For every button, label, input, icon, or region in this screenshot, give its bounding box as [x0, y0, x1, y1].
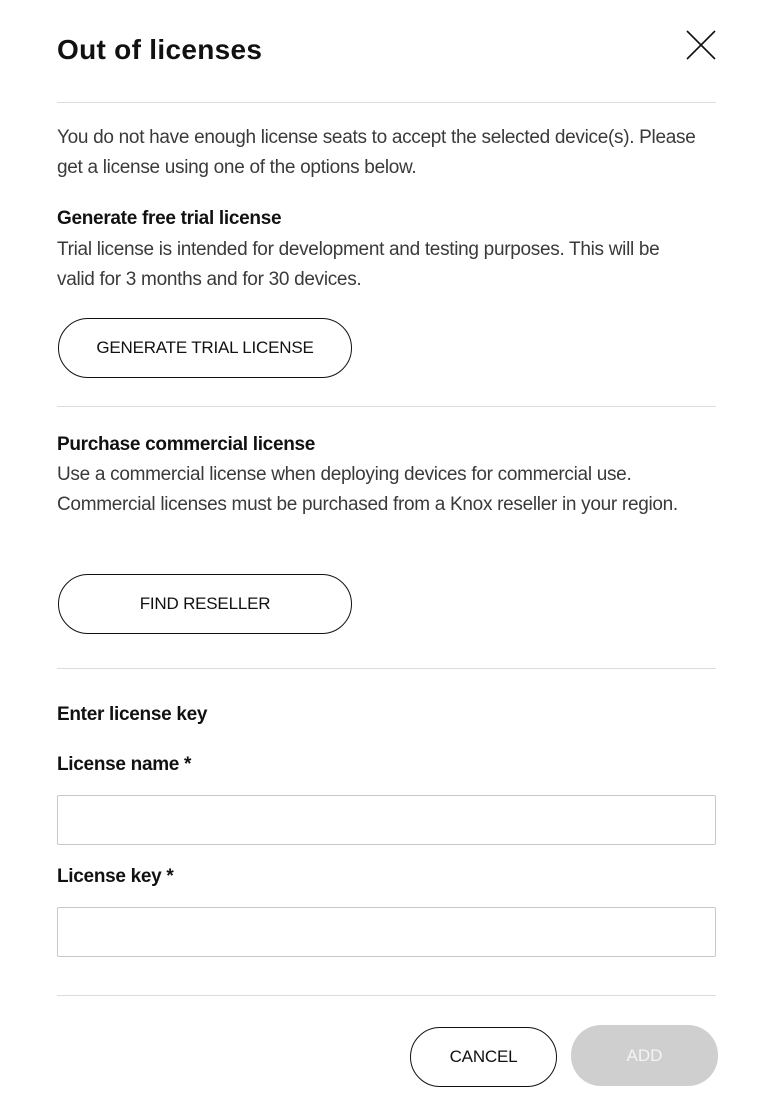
trial-heading: Generate free trial license — [57, 208, 282, 229]
license-key-input[interactable] — [57, 907, 716, 957]
divider — [57, 102, 716, 103]
find-reseller-button[interactable]: FIND RESELLER — [58, 574, 352, 634]
divider — [57, 668, 716, 669]
commercial-heading: Purchase commercial license — [57, 434, 316, 455]
license-name-input[interactable] — [57, 795, 716, 845]
add-button[interactable]: ADD — [571, 1025, 718, 1086]
generate-trial-license-button[interactable]: GENERATE TRIAL LICENSE — [58, 318, 352, 378]
divider — [57, 995, 716, 996]
intro-text: You do not have enough license seats to accept the selected device(s). Please get a license using one of the options below. — [57, 127, 696, 178]
divider — [57, 406, 716, 407]
trial-description: Trial license is intended for development and testing purposes. This will be valid for 3 months and for 30 devices. — [57, 239, 660, 290]
commercial-description: Use a commercial license when deploying devices for commercial use. Commercial licenses must be purchased from a Knox reseller in your region. — [57, 464, 678, 515]
dialog-title: Out of licenses — [57, 34, 263, 65]
close-icon[interactable] — [684, 28, 718, 62]
license-key-label: License key * — [57, 866, 174, 887]
license-name-label: License name * — [57, 754, 192, 775]
cancel-button[interactable]: CANCEL — [410, 1027, 557, 1087]
license-key-heading: Enter license key — [57, 704, 208, 725]
